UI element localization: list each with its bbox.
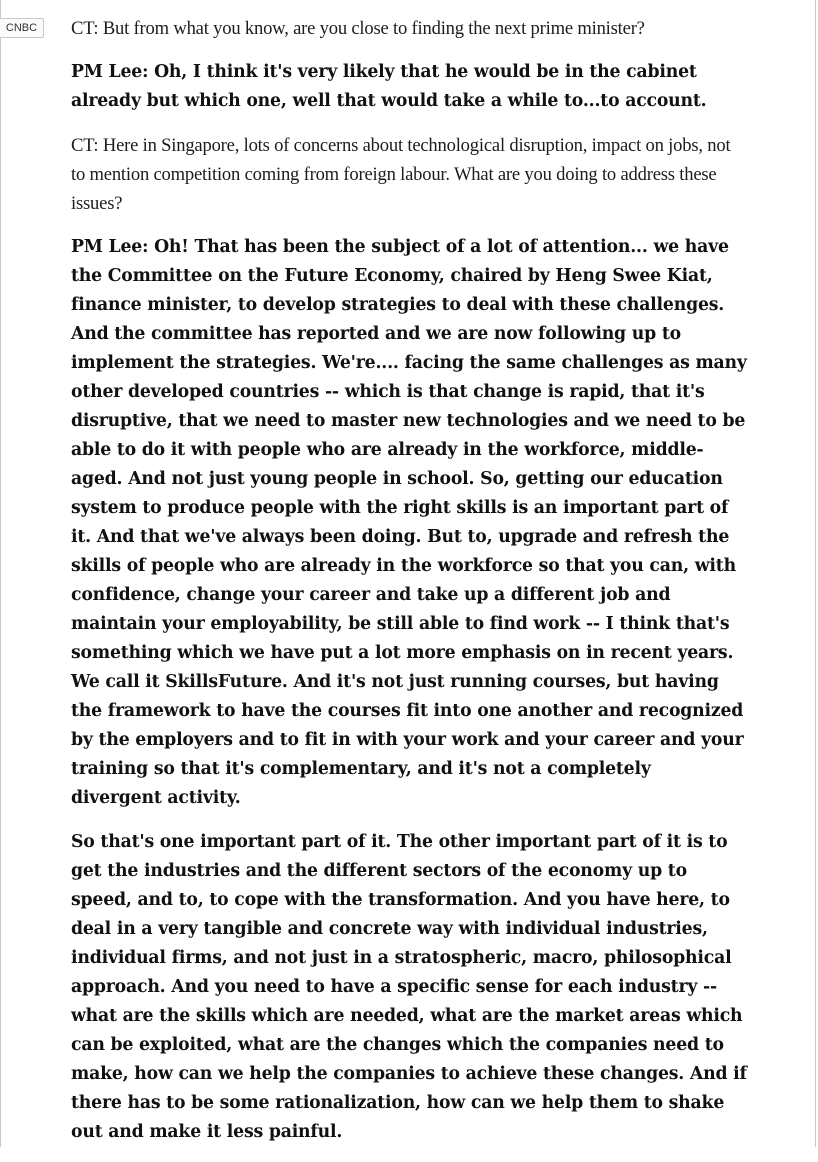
source-tab-label[interactable]: CNBC	[0, 18, 44, 38]
answer-paragraph: PM Lee: Oh, I think it's very likely that he would be in the cabinet already but which one, well that would take a while to...to account.	[71, 62, 707, 111]
answer-paragraph: So that's one important part of it. The other important part of it is to get the industries and the different sectors of the economy up to speed, and to, to cope with the transformation. And you have here, to deal in a very tangible and concrete way with individual industries, individual firms, and not just in a stratospheric, macro, philosophical approach. And you need to have a specific sense for each industry -- what are the skills which are needed, what are the market areas which can be exploited, what are the changes which the companies need to make, how can we help the companies to achieve these changes. And if there has to be some rationalization, how can we help them to shake out and make it less painful.	[71, 832, 747, 1142]
transcript-body	[71, 14, 747, 1162]
answer-paragraph: PM Lee: Oh! That has been the subject of a lot of attention... we have the Committee on the Future Economy, chaired by Heng Swee Kiat, finance minister, to develop strategies to deal with these challenges. And the committee has reported and we are now following up to implement the strategies. We're.... facing the same challenges as many other developed countries -- which is that change is rapid, that it's disruptive, that we need to master new technologies and we need to be able to do it with people who are already in the workforce, middle-aged. And not just young people in school. So, getting our education system to produce people with the right skills is an important part of it. And that we've always been doing. But to, upgrade and refresh the skills of people who are already in the workforce so that you can, with confidence, change your career and take up a different job and maintain your employability, be still able to find work -- I think that's something which we have put a lot more emphasis on in recent years. We call it SkillsFuture. And it's not just running courses, but having the framework to have the courses fit into one another and recognized by the employers and to fit in with your work and your career and your training so that it's complementary, and it's not a completely divergent activity.	[71, 237, 747, 808]
question-paragraph: CT: But from what you know, are you close to finding the next prime minister?	[71, 18, 645, 39]
question-paragraph: CT: Here in Singapore, lots of concerns about technological disruption, impact on jobs, not to mention competition coming from foreign labour. What are you doing to address these issues?	[71, 135, 731, 214]
